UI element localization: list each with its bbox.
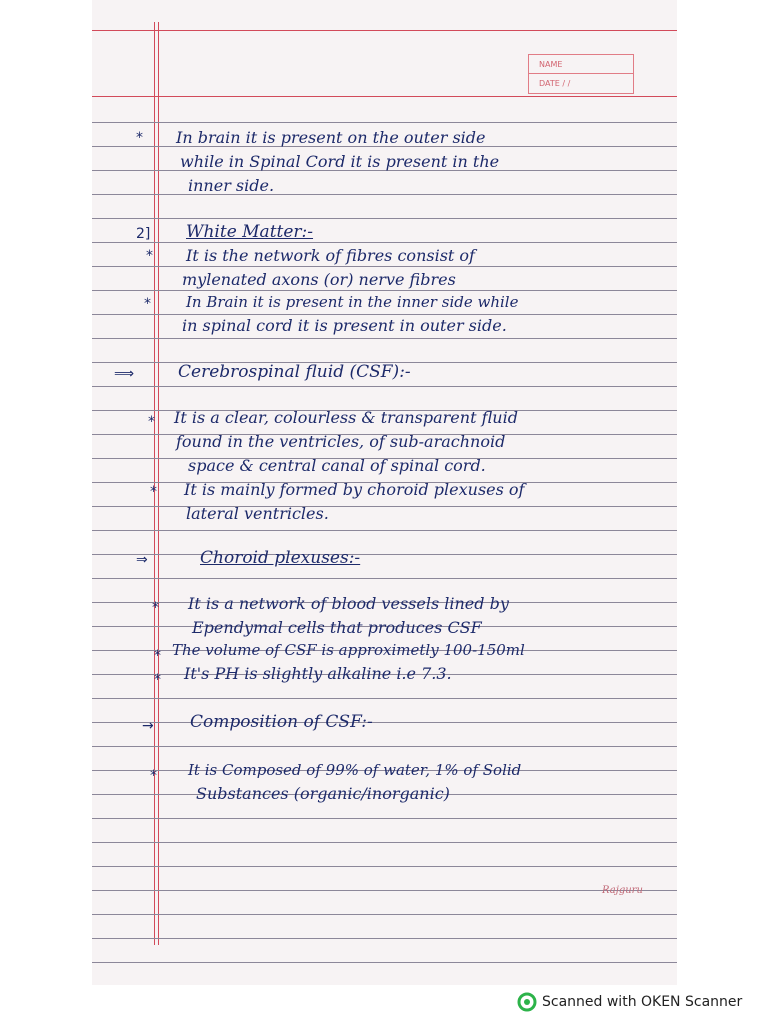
note-line: inner side. bbox=[188, 176, 275, 195]
marker: * bbox=[136, 130, 143, 146]
ruled-line bbox=[92, 890, 677, 891]
section-number: 2] bbox=[136, 226, 151, 242]
ruled-line bbox=[92, 506, 677, 507]
note-line: It is a clear, colourless & transparent fluid bbox=[174, 408, 518, 427]
marker: * bbox=[154, 672, 161, 688]
note-line: mylenated axons (or) nerve fibres bbox=[182, 270, 456, 289]
arrow-marker: ⇒ bbox=[136, 552, 148, 568]
margin-line-right bbox=[158, 22, 159, 945]
note-line: It is a network of blood vessels lined by bbox=[188, 594, 509, 613]
note-line: It is Composed of 99% of water, 1% of Solid bbox=[188, 761, 522, 779]
marker: * bbox=[152, 600, 159, 616]
ruled-line bbox=[92, 386, 677, 387]
scanner-watermark: Scanned with OKEN Scanner bbox=[542, 994, 743, 1010]
note-line: It is mainly formed by choroid plexuses of bbox=[184, 480, 525, 499]
scanner-logo-icon bbox=[517, 992, 537, 1012]
notebook-page bbox=[92, 0, 677, 985]
ruled-line bbox=[92, 554, 677, 555]
ruled-line bbox=[92, 218, 677, 219]
note-line: The volume of CSF is approximetly 100-150ml bbox=[172, 641, 525, 659]
name-label: NAME bbox=[529, 55, 633, 74]
marker: * bbox=[146, 248, 153, 264]
note-line: space & central canal of spinal cord. bbox=[188, 456, 486, 475]
ruled-line bbox=[92, 338, 677, 339]
note-line: in spinal cord it is present in outer side. bbox=[182, 316, 507, 335]
ruled-line bbox=[92, 122, 677, 123]
marker: * bbox=[150, 484, 157, 500]
section-heading: Choroid plexuses:- bbox=[200, 548, 361, 568]
ruled-line bbox=[92, 194, 677, 195]
ruled-line bbox=[92, 698, 677, 699]
ruled-line bbox=[92, 290, 677, 291]
ruled-line bbox=[92, 818, 677, 819]
note-line: In brain it is present on the outer side bbox=[176, 128, 486, 147]
note-line: found in the ventricles, of sub-arachnoid bbox=[176, 432, 506, 451]
ruled-line bbox=[92, 938, 677, 939]
marker: * bbox=[150, 768, 157, 784]
section-heading: Composition of CSF:- bbox=[190, 712, 373, 732]
ruled-line bbox=[92, 722, 677, 723]
note-line: while in Spinal Cord it is present in the bbox=[180, 152, 500, 171]
ruled-line bbox=[92, 578, 677, 579]
ruled-line bbox=[92, 242, 677, 243]
note-line: It's PH is slightly alkaline i.e 7.3. bbox=[184, 664, 452, 683]
ruled-line bbox=[92, 914, 677, 915]
date-value: / / bbox=[562, 79, 571, 88]
note-line: Ependymal cells that produces CSF bbox=[192, 618, 482, 637]
note-line: Substances (organic/inorganic) bbox=[196, 784, 450, 803]
section-heading: White Matter:- bbox=[186, 222, 314, 242]
top-margin-line bbox=[92, 30, 677, 31]
arrow-marker: ⟹ bbox=[114, 366, 135, 382]
note-line: It is the network of fibres consist of bbox=[186, 246, 475, 265]
signature: Rajguru bbox=[602, 885, 643, 896]
ruled-line bbox=[92, 962, 677, 963]
arrow-marker: → bbox=[142, 718, 154, 734]
ruled-line bbox=[92, 866, 677, 867]
marker: * bbox=[148, 414, 155, 430]
header-line bbox=[92, 96, 677, 97]
note-line: lateral ventricles. bbox=[186, 504, 329, 523]
name-date-box bbox=[528, 54, 634, 94]
date-field bbox=[529, 74, 633, 93]
ruled-line bbox=[92, 842, 677, 843]
ruled-line bbox=[92, 746, 677, 747]
ruled-line bbox=[92, 314, 677, 315]
ruled-line bbox=[92, 530, 677, 531]
note-line: In Brain it is present in the inner side while bbox=[186, 293, 519, 311]
marker: * bbox=[154, 648, 161, 664]
marker: * bbox=[144, 296, 151, 312]
date-label: DATE bbox=[539, 79, 560, 88]
section-heading: Cerebrospinal fluid (CSF):- bbox=[178, 362, 411, 382]
ruled-line bbox=[92, 266, 677, 267]
